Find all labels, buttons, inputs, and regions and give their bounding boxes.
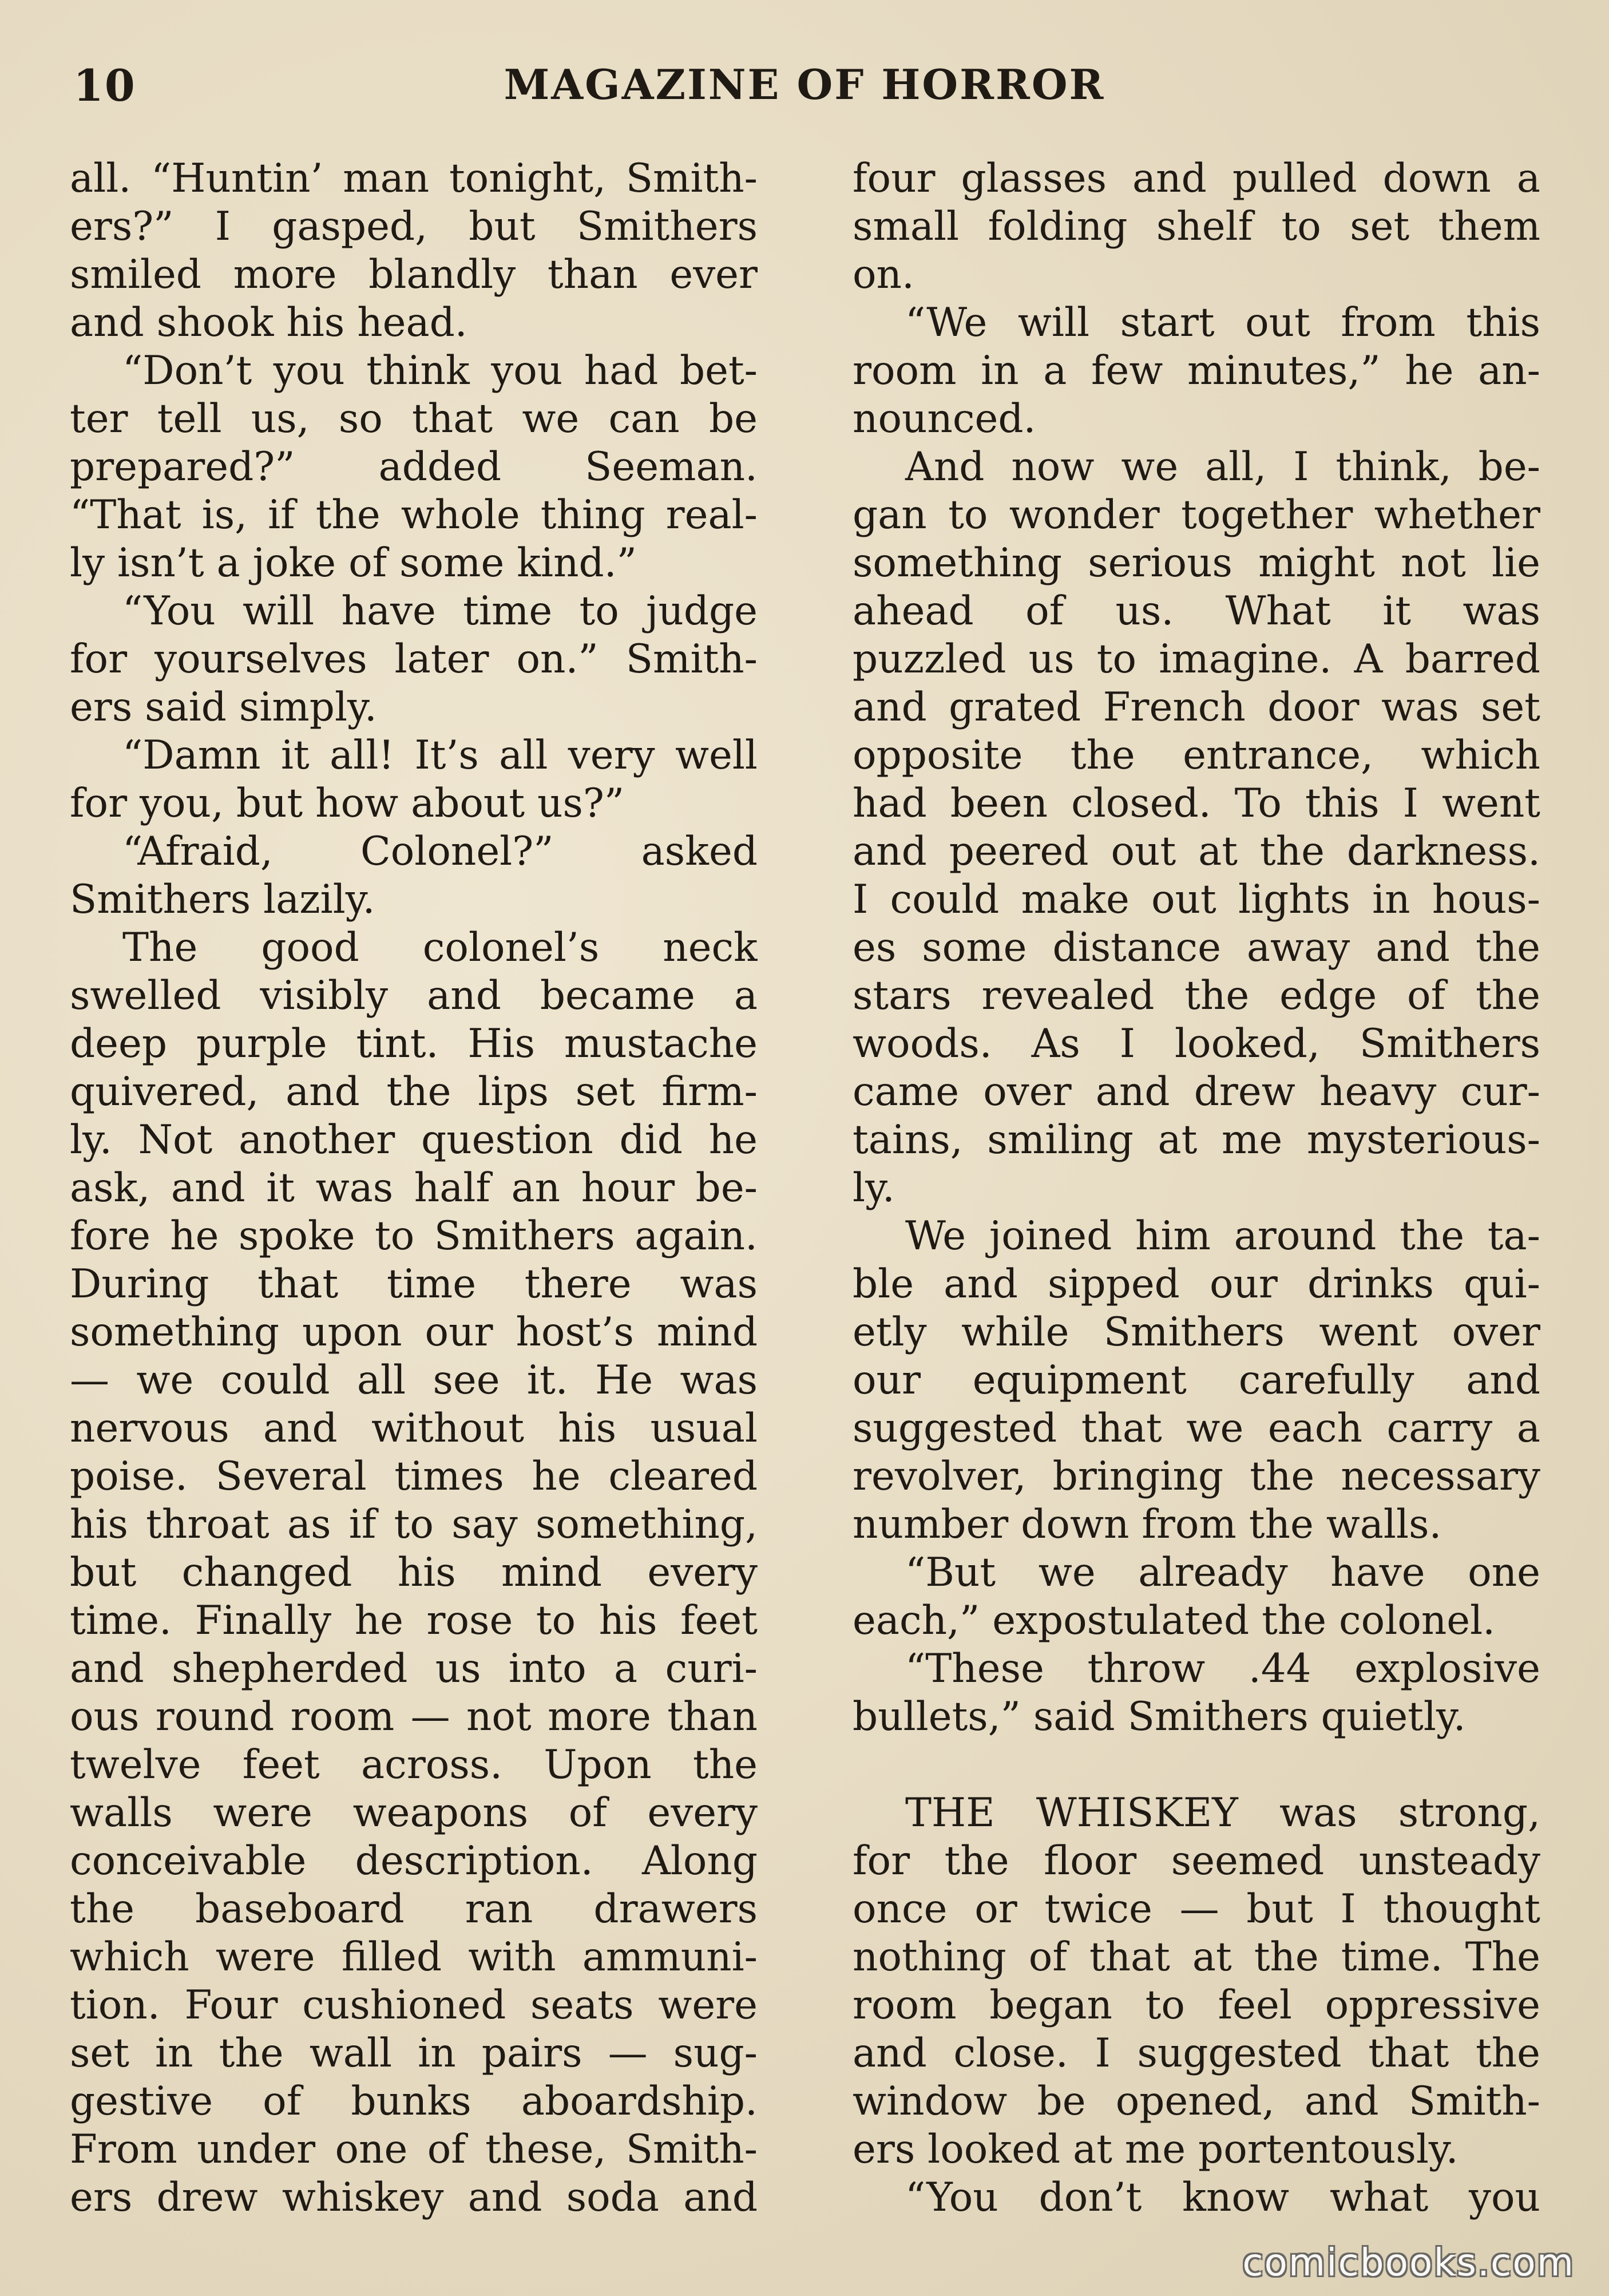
running-head-title: MAGAZINE OF HORROR — [504, 60, 1105, 109]
text-line: “Damn it all! It’s all very well — [122, 733, 758, 778]
text-line: ers looked at me portentously. — [853, 2127, 1459, 2172]
text-line: ous round room — not more than — [70, 1694, 758, 1740]
text-line: — we could all see it. He was — [70, 1357, 758, 1403]
text-line: “Don’t you think you had bet- — [122, 348, 758, 394]
text-line: ly. — [853, 1165, 895, 1211]
text-line: for the floor seemed unsteady — [853, 1838, 1540, 1884]
text-line: deep purple tint. His mustache — [70, 1021, 758, 1067]
text-line: ble and sipped our drinks qui- — [853, 1261, 1540, 1307]
page-header — [0, 60, 1609, 123]
text-line: window be opened, and Smith- — [853, 2079, 1540, 2124]
text-line: conceivable description. Along — [70, 1838, 758, 1884]
text-line: ly. Not another question did he — [70, 1117, 758, 1163]
text-line: for you, but how about us?” — [70, 781, 625, 826]
text-line: all. “Huntin’ man tonight, Smith- — [70, 156, 758, 201]
text-line: quivered, and the lips set firm- — [70, 1069, 758, 1115]
text-line: “Afraid, Colonel?” asked — [122, 829, 758, 874]
text-line: gestive of bunks aboardship. — [70, 2079, 758, 2124]
watermark: comicbooks.com — [1242, 2240, 1575, 2285]
text-line: smiled more blandly than ever — [70, 252, 758, 298]
text-line: nothing of that at the time. The — [853, 1934, 1540, 1980]
left-text-column — [70, 155, 758, 2222]
text-line: etly while Smithers went over — [853, 1309, 1540, 1355]
text-line: on. — [853, 252, 914, 298]
text-line: walls were weapons of every — [70, 1790, 758, 1836]
text-line: and peered out at the darkness. — [853, 829, 1540, 874]
text-line: but changed his mind every — [70, 1550, 758, 1596]
text-line: and shook his head. — [70, 300, 467, 346]
text-line: tion. Four cushioned seats were — [70, 1982, 758, 2028]
text-line: puzzled us to imagine. A barred — [853, 636, 1540, 682]
text-line: During that time there was — [70, 1261, 758, 1307]
text-line: The good colonel’s neck — [122, 925, 758, 971]
text-line: “We will start out from this — [905, 300, 1540, 346]
text-line: and close. I suggested that the — [853, 2030, 1540, 2076]
text-line: ers?” I gasped, but Smithers — [70, 204, 758, 250]
text-line: stars revealed the edge of the — [853, 973, 1540, 1019]
text-line: for yourselves later on.” Smith- — [70, 636, 758, 682]
text-line — [853, 1741, 1540, 1789]
text-line: and grated French door was set — [853, 684, 1540, 730]
text-line: bullets,” said Smithers quietly. — [853, 1694, 1466, 1740]
text-line: nervous and without his usual — [70, 1406, 758, 1451]
text-line: each,” expostulated the colonel. — [853, 1598, 1496, 1644]
text-line: four glasses and pulled down a — [853, 156, 1540, 201]
text-line: fore he spoke to Smithers again. — [70, 1213, 758, 1259]
text-line: his throat as if to say something, — [70, 1502, 758, 1547]
text-line: the baseboard ran drawers — [70, 1886, 758, 1932]
text-line: ers said simply. — [70, 684, 377, 730]
text-line: We joined him around the ta- — [905, 1213, 1540, 1259]
text-line: “That is, if the whole thing real- — [70, 492, 758, 538]
text-line: ers drew whiskey and soda and — [70, 2175, 758, 2220]
page-number: 10 — [73, 60, 136, 111]
text-line: ahead of us. What it was — [853, 588, 1540, 634]
text-line: poise. Several times he cleared — [70, 1454, 758, 1499]
text-line: small folding shelf to set them — [853, 204, 1540, 250]
text-line: and shepherded us into a curi- — [70, 1646, 758, 1692]
text-line: once or twice — but I thought — [853, 1886, 1540, 1932]
text-line: From under one of these, Smith- — [70, 2127, 758, 2172]
text-line: ter tell us, so that we can be — [70, 396, 758, 442]
right-text-column — [853, 155, 1540, 2222]
text-line: room in a few minutes,” he an- — [853, 348, 1540, 394]
text-line: suggested that we each carry a — [853, 1406, 1540, 1451]
text-line: Smithers lazily. — [70, 877, 375, 923]
text-line: set in the wall in pairs — sug- — [70, 2030, 758, 2076]
text-line: “But we already have one — [905, 1550, 1540, 1596]
text-line: something upon our host’s mind — [70, 1309, 758, 1355]
text-line: swelled visibly and became a — [70, 973, 758, 1019]
text-line: came over and drew heavy cur- — [853, 1069, 1540, 1115]
text-line: room began to feel oppressive — [853, 1982, 1540, 2028]
text-line: es some distance away and the — [853, 925, 1540, 971]
text-line: ask, and it was half an hour be- — [70, 1165, 758, 1211]
text-line: time. Finally he rose to his feet — [70, 1598, 758, 1644]
text-line: revolver, bringing the necessary — [853, 1454, 1540, 1499]
text-line: twelve feet across. Upon the — [70, 1742, 758, 1788]
text-line: “You don’t know what you — [905, 2175, 1540, 2220]
text-line: I could make out lights in hous- — [853, 877, 1540, 923]
text-line: number down from the walls. — [853, 1502, 1442, 1547]
text-line: gan to wonder together whether — [853, 492, 1540, 538]
text-line: “You will have time to judge — [122, 588, 758, 634]
text-line: our equipment carefully and — [853, 1357, 1540, 1403]
text-line: And now we all, I think, be- — [905, 444, 1540, 490]
text-line: tains, smiling at me mysterious- — [853, 1117, 1540, 1163]
text-line: nounced. — [853, 396, 1036, 442]
text-line: which were filled with ammuni- — [70, 1934, 758, 1980]
text-line: woods. As I looked, Smithers — [853, 1021, 1540, 1067]
text-line: something serious might not lie — [853, 540, 1540, 586]
text-line: “These throw .44 explosive — [905, 1646, 1540, 1692]
text-line: THE WHISKEY was strong, — [905, 1790, 1540, 1836]
text-line: opposite the entrance, which — [853, 733, 1540, 778]
text-line: had been closed. To this I went — [853, 781, 1540, 826]
text-line: ly isn’t a joke of some kind.” — [70, 540, 637, 586]
text-line: prepared?” added Seeman. — [70, 444, 758, 490]
